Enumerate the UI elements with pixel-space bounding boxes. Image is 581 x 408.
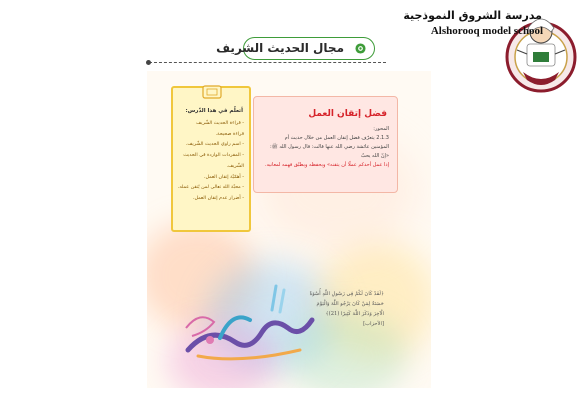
ornament-icon xyxy=(201,84,223,100)
quran-verse xyxy=(286,289,384,329)
school-name-arabic: مدرسة الشروق النموذجية xyxy=(403,9,542,22)
lesson-text xyxy=(261,125,389,170)
objective-item: - أهمّيّة إتقان العمل. xyxy=(203,174,244,180)
section-heading-pill xyxy=(216,37,375,60)
section-title: مجال الحديث الشريف xyxy=(216,41,344,55)
objectives-list xyxy=(176,119,244,205)
verse-line: ﴿لَقَدْ كَانَ لَكُمْ فِي رَسُولِ اللَّهِ أُسْوَةٌ xyxy=(309,291,384,297)
objectives-panel xyxy=(171,86,251,232)
school-name-english: Alshorooq model school xyxy=(430,25,544,37)
objective-item: قراءة صحيحة. xyxy=(215,131,244,137)
divider-dot xyxy=(146,60,151,65)
lesson-label: المحور: xyxy=(373,126,389,132)
lesson-line: 2.1.3 يتعرّف فضل إتقان العمل من خلال حديث أم xyxy=(284,135,389,141)
objectives-heading: أتعلّم في هذا الدّرس: xyxy=(185,108,243,114)
section-divider xyxy=(149,62,386,63)
lesson-box xyxy=(253,96,398,193)
green-flower-bullet-icon xyxy=(355,43,366,54)
objective-item: الشّريف. xyxy=(226,163,244,169)
objective-item: - المفردات الواردة في الحديث xyxy=(183,153,244,159)
lesson-line: المؤمنين عائشة رضي الله عنها قالت: قال رسول الله ﷺ: «إنّ الله يحبّ xyxy=(270,144,389,159)
objective-item: - أضرار عدم إتقان العمل. xyxy=(193,195,244,201)
verse-line: الْآخِرَ وَذَكَرَ اللَّهَ كَثِيرًا (21)﴾ xyxy=(325,311,384,317)
lesson-title: فضل إتقان العمل xyxy=(308,109,387,119)
objective-item: - قراءة الحديث الشّريف xyxy=(196,121,244,126)
verse-reference: [الأحزاب] xyxy=(363,321,384,327)
lesson-line: إذا عمل أحدكم عملًا أن يتقنه» ويحفظه ويطبّق فهمه لمعانيه. xyxy=(264,162,389,168)
verse-line: حَسَنَةٌ لِمَنْ كَانَ يَرْجُو اللَّهَ وَالْيَوْمَ xyxy=(316,301,384,307)
objective-item: - اسم راوي الحديث الشّريف. xyxy=(185,142,244,148)
objective-item: - محبّة الله تعالى لمن يُتقن عمله. xyxy=(177,185,244,191)
